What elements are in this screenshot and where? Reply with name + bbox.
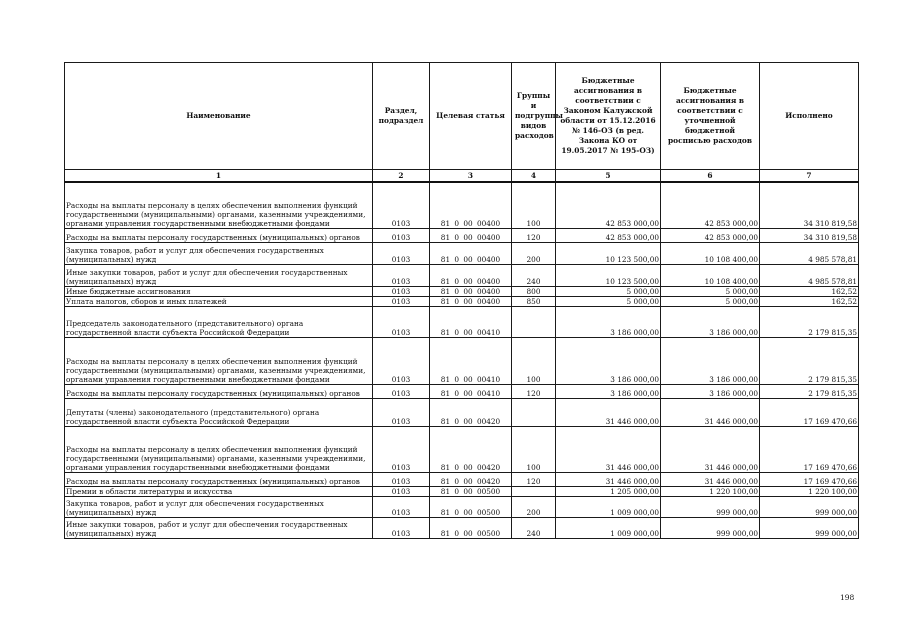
row-section: 0103: [373, 264, 430, 286]
table-row: [65, 182, 859, 228]
row-target-article: 81 0 00 00400: [430, 264, 512, 286]
table-row: [65, 242, 859, 264]
row-executed: 1 220 100,00: [760, 486, 859, 496]
table-row: [65, 517, 859, 538]
row-target-article: 81 0 00 00420: [430, 426, 512, 472]
row-executed: 17 169 470,66: [760, 426, 859, 472]
header-target-article: Целевая статья: [430, 63, 512, 170]
header-section: Раздел, подраздел: [373, 63, 430, 170]
row-refined-appropriation: 999 000,00: [661, 496, 760, 517]
header-refined-appropriations: Бюджетные ассигнования в соответствии с уточненной бюджетной росписью расходов: [661, 63, 760, 170]
row-expense-group: [512, 398, 556, 426]
row-section: 0103: [373, 517, 430, 538]
row-expense-group: 120: [512, 384, 556, 398]
row-refined-appropriation: 3 186 000,00: [661, 384, 760, 398]
column-number: 3: [430, 170, 512, 183]
row-law-appropriation: 5 000,00: [556, 296, 661, 306]
row-refined-appropriation: 5 000,00: [661, 286, 760, 296]
page-number: 198: [840, 593, 855, 602]
row-law-appropriation: 10 123 500,00: [556, 264, 661, 286]
row-name: Расходы на выплаты персоналу в целях обеспечения выполнения функций государственными (муниципальными) органами, казенными учреждениями, органами управления государственными внебюджетными фондами: [65, 426, 373, 472]
table-row: [65, 486, 859, 496]
row-target-article: 81 0 00 00410: [430, 306, 512, 337]
row-expense-group: 100: [512, 426, 556, 472]
row-target-article: 81 0 00 00500: [430, 486, 512, 496]
row-section: 0103: [373, 228, 430, 242]
row-section: 0103: [373, 496, 430, 517]
header-name: Наименование: [65, 63, 373, 170]
row-name: Иные закупки товаров, работ и услуг для обеспечения государственных (муниципальных) нужд: [65, 517, 373, 538]
column-number: 2: [373, 170, 430, 183]
table-row: [65, 306, 859, 337]
row-target-article: 81 0 00 00400: [430, 242, 512, 264]
row-executed: 4 985 578,81: [760, 242, 859, 264]
row-refined-appropriation: 42 853 000,00: [661, 182, 760, 228]
column-number: 6: [661, 170, 760, 183]
table-row: [65, 286, 859, 296]
column-number: 1: [65, 170, 373, 183]
row-name: Расходы на выплаты персоналу государственных (муниципальных) органов: [65, 228, 373, 242]
row-executed: 162,52: [760, 296, 859, 306]
column-number: 5: [556, 170, 661, 183]
row-refined-appropriation: 42 853 000,00: [661, 228, 760, 242]
row-expense-group: 100: [512, 337, 556, 384]
row-executed: 34 310 819,58: [760, 182, 859, 228]
row-target-article: 81 0 00 00500: [430, 517, 512, 538]
row-refined-appropriation: 10 108 400,00: [661, 242, 760, 264]
row-name: Иные закупки товаров, работ и услуг для обеспечения государственных (муниципальных) нужд: [65, 264, 373, 286]
row-executed: 17 169 470,66: [760, 472, 859, 486]
row-law-appropriation: 3 186 000,00: [556, 337, 661, 384]
row-executed: 999 000,00: [760, 496, 859, 517]
row-refined-appropriation: 10 108 400,00: [661, 264, 760, 286]
row-law-appropriation: 3 186 000,00: [556, 306, 661, 337]
column-number: 4: [512, 170, 556, 183]
table-row: [65, 398, 859, 426]
row-law-appropriation: 31 446 000,00: [556, 398, 661, 426]
table-row: [65, 472, 859, 486]
row-name: Премии в области литературы и искусства: [65, 486, 373, 496]
row-section: 0103: [373, 306, 430, 337]
row-section: 0103: [373, 242, 430, 264]
row-expense-group: 240: [512, 517, 556, 538]
row-section: 0103: [373, 182, 430, 228]
row-expense-group: [512, 486, 556, 496]
row-target-article: 81 0 00 00420: [430, 398, 512, 426]
row-expense-group: 120: [512, 228, 556, 242]
row-target-article: 81 0 00 00500: [430, 496, 512, 517]
row-section: 0103: [373, 384, 430, 398]
row-section: 0103: [373, 472, 430, 486]
row-target-article: 81 0 00 00400: [430, 228, 512, 242]
row-name: Расходы на выплаты персоналу государственных (муниципальных) органов: [65, 384, 373, 398]
row-executed: 17 169 470,66: [760, 398, 859, 426]
budget-table-sheet: [64, 62, 858, 539]
row-expense-group: 240: [512, 264, 556, 286]
row-expense-group: 200: [512, 496, 556, 517]
row-refined-appropriation: 31 446 000,00: [661, 398, 760, 426]
table-row: [65, 496, 859, 517]
row-law-appropriation: 31 446 000,00: [556, 472, 661, 486]
row-name: Расходы на выплаты персоналу в целях обеспечения выполнения функций государственными (муниципальными) органами, казенными учреждениями, органами управления государственными внебюджетными фондами: [65, 182, 373, 228]
row-target-article: 81 0 00 00410: [430, 337, 512, 384]
row-name: Расходы на выплаты персоналу в целях обеспечения выполнения функций государственными (муниципальными) органами, казенными учреждениями, органами управления государственными внебюджетными фондами: [65, 337, 373, 384]
row-target-article: 81 0 00 00400: [430, 296, 512, 306]
budget-execution-table: [64, 62, 859, 539]
row-section: 0103: [373, 337, 430, 384]
column-number-row: [65, 170, 859, 183]
row-executed: 2 179 815,35: [760, 306, 859, 337]
row-expense-group: [512, 306, 556, 337]
row-executed: 999 000,00: [760, 517, 859, 538]
row-executed: 34 310 819,58: [760, 228, 859, 242]
row-name: Закупка товаров, работ и услуг для обеспечения государственных (муниципальных) нужд: [65, 496, 373, 517]
row-law-appropriation: 1 205 000,00: [556, 486, 661, 496]
row-executed: 2 179 815,35: [760, 384, 859, 398]
table-row: [65, 426, 859, 472]
row-expense-group: 200: [512, 242, 556, 264]
row-executed: 162,52: [760, 286, 859, 296]
row-section: 0103: [373, 398, 430, 426]
table-row: [65, 296, 859, 306]
row-section: 0103: [373, 426, 430, 472]
row-name: Расходы на выплаты персоналу государственных (муниципальных) органов: [65, 472, 373, 486]
row-expense-group: 100: [512, 182, 556, 228]
table-row: [65, 337, 859, 384]
row-law-appropriation: 3 186 000,00: [556, 384, 661, 398]
header-law-appropriations: Бюджетные ассигнования в соответствии с Законом Калужской области от 15.12.2016 № 146-ОЗ (в ред. Закона КО от 19.05.2017 № 195-ОЗ): [556, 63, 661, 170]
column-number: 7: [760, 170, 859, 183]
row-target-article: 81 0 00 00400: [430, 182, 512, 228]
row-refined-appropriation: 31 446 000,00: [661, 426, 760, 472]
row-name: Депутаты (члены) законодательного (представительного) органа государственной власти субъекта Российской Федерации: [65, 398, 373, 426]
table-header-row: [65, 63, 859, 170]
row-section: 0103: [373, 296, 430, 306]
row-law-appropriation: 10 123 500,00: [556, 242, 661, 264]
row-expense-group: 850: [512, 296, 556, 306]
row-refined-appropriation: 1 220 100,00: [661, 486, 760, 496]
row-section: 0103: [373, 286, 430, 296]
row-expense-group: 120: [512, 472, 556, 486]
row-refined-appropriation: 31 446 000,00: [661, 472, 760, 486]
row-section: 0103: [373, 486, 430, 496]
row-executed: 2 179 815,35: [760, 337, 859, 384]
row-refined-appropriation: 999 000,00: [661, 517, 760, 538]
header-executed: Исполнено: [760, 63, 859, 170]
row-law-appropriation: 1 009 000,00: [556, 496, 661, 517]
table-row: [65, 264, 859, 286]
row-expense-group: 800: [512, 286, 556, 296]
row-law-appropriation: 31 446 000,00: [556, 426, 661, 472]
row-target-article: 81 0 00 00420: [430, 472, 512, 486]
row-law-appropriation: 5 000,00: [556, 286, 661, 296]
table-row: [65, 384, 859, 398]
row-law-appropriation: 1 009 000,00: [556, 517, 661, 538]
row-refined-appropriation: 3 186 000,00: [661, 306, 760, 337]
row-name: Председатель законодательного (представительного) органа государственной власти субъекта Российской Федерации: [65, 306, 373, 337]
row-executed: 4 985 578,81: [760, 264, 859, 286]
row-law-appropriation: 42 853 000,00: [556, 182, 661, 228]
row-name: Уплата налогов, сборов и иных платежей: [65, 296, 373, 306]
row-target-article: 81 0 00 00400: [430, 286, 512, 296]
row-target-article: 81 0 00 00410: [430, 384, 512, 398]
row-law-appropriation: 42 853 000,00: [556, 228, 661, 242]
row-name: Иные бюджетные ассигнования: [65, 286, 373, 296]
table-body: [65, 182, 859, 538]
row-refined-appropriation: 5 000,00: [661, 296, 760, 306]
table-row: [65, 228, 859, 242]
row-name: Закупка товаров, работ и услуг для обеспечения государственных (муниципальных) нужд: [65, 242, 373, 264]
row-refined-appropriation: 3 186 000,00: [661, 337, 760, 384]
header-expense-groups: Группы и подгруппы видов расходов: [512, 63, 556, 170]
